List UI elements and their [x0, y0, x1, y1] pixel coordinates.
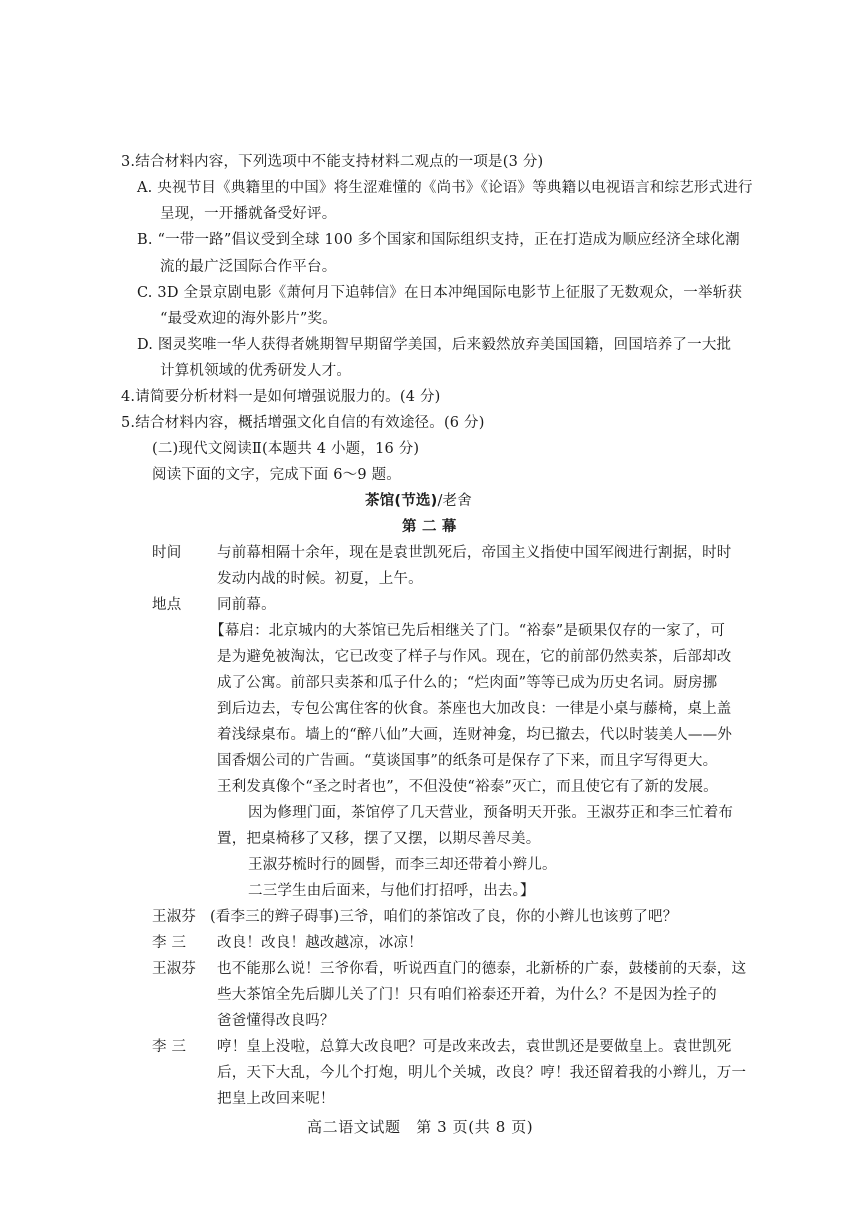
stage-line-4: 到后边去，专包公寓住客的伙食。茶座也大加改良：一律是小桌与藤椅，桌上盖 [217, 701, 732, 717]
stage-line-6: 国香烟公司的广告画。“莫谈国事”的纸条可是保存了下来，而且字写得更大。 [217, 753, 718, 769]
speaker-li-1: 李 三 [152, 935, 187, 951]
dialogue-3-line-2: 些大茶馆全先后脚儿关了门！只有咱们裕泰还开着，为什么？不是因为拴子的 [217, 987, 717, 1003]
time-label: 时间 [152, 545, 182, 561]
option-b-line-2: 流的最广泛国际合作平台。 [160, 259, 337, 275]
option-d-line-1: D. 图灵奖唯一华人获得者姚期智早期留学美国，后来毅然放弃美国国籍，回国培养了一大批 [137, 337, 732, 353]
act-heading: 第 二 幕 [402, 518, 457, 535]
stage-line-1: 【幕启：北京城内的大茶馆已先后相继关了门。“裕泰”是硕果仅存的一家了，可 [210, 623, 726, 639]
section-instruction: 阅读下面的文字，完成下面 6～9 题。 [152, 467, 401, 483]
stage-indent-line-2: 置，把桌椅移了又移，摆了又摆，以期尽善尽美。 [217, 831, 541, 847]
dialogue-3-line-3: 爸爸懂得改良吗？ [217, 1013, 335, 1029]
stage-line-a: 王淑芬梳时行的圆髻，而李三却还带着小辫儿。 [248, 857, 557, 873]
stage-line-b: 二三学生由后面来，与他们打招呼，出去。】 [248, 883, 535, 899]
dialogue-4-line-3: 把皇上改回来呢！ [217, 1091, 335, 1107]
option-b-line-1: B. “一带一路”倡议受到全球 100 多个国家和国际组织支持，正在打造成为顺应经济全球化潮 [137, 232, 740, 248]
stage-line-3: 成了公寓。前部只卖茶和瓜子什么的；“烂肉面”等等已成为历史名词。厨房挪 [217, 675, 718, 691]
stage-line-5: 着浅绿桌布。墙上的“醉八仙”大画，连财神龛，均已撤去，代以时装美人——外 [217, 727, 733, 743]
stage-line-7: 王利发真像个“圣之时者也”，不但没使“裕泰”灭亡，而且使它有了新的发展。 [217, 779, 718, 795]
dialogue-4-line-1: 哼！皇上没啦，总算大改良吧？可是改来改去，袁世凯还是要做皇上。袁世凯死 [217, 1039, 732, 1055]
article-author: /老舍 [437, 493, 472, 509]
article-title-row [365, 494, 472, 509]
option-c-line-2: “最受欢迎的海外影片”奖。 [160, 311, 337, 327]
option-a-line-1: A. 央视节目《典籍里的中国》将生涩难懂的《尚书》《论语》等典籍以电视语言和综艺形式进行 [137, 180, 753, 196]
option-a-line-2: 呈现，一开播就备受好评。 [160, 206, 337, 222]
stage-indent-line-1: 因为修理门面，茶馆停了几天营业，预备明天开张。王淑芬正和李三忙着布 [248, 805, 734, 821]
speaker-wang-2: 王淑芬 [152, 961, 197, 977]
dialogue-2-line-1: 改良！改良！越改越凉，冰凉！ [217, 935, 423, 951]
place-text: 同前幕。 [217, 597, 276, 613]
section-heading: (二)现代文阅读Ⅱ(本题共 4 小题，16 分) [152, 441, 420, 457]
place-label: 地点 [152, 597, 182, 613]
option-d-line-2: 计算机领域的优秀研发人才。 [160, 363, 352, 379]
dialogue-4-line-2: 后，天下大乱，今儿个打炮，明儿个关城，改良？哼！我还留着我的小辫儿，万一 [217, 1065, 747, 1081]
page-footer: 高二语文试题 第 3 页(共 8 页) [307, 1118, 534, 1136]
article-title: 茶馆(节选) [365, 493, 438, 509]
dialogue-1-line-1: (看李三的辫子碍事)三爷，咱们的茶馆改了良，你的小辫儿也该剪了吧？ [210, 909, 678, 925]
time-text-line-2: 发动内战的时候。初夏，上午。 [217, 571, 423, 587]
stage-line-2: 是为避免被淘汰，它已改变了样子与作风。现在，它的前部仍然卖茶，后部却改 [217, 649, 732, 665]
question-5: 5.结合材料内容，概括增强文化自信的有效途径。(6 分) [121, 415, 485, 431]
speaker-li-2: 李 三 [152, 1039, 187, 1055]
option-c-line-1: C. 3D 全景京剧电影《萧何月下追韩信》在日本冲绳国际电影节上征服了无数观众，一举斩获 [137, 285, 743, 301]
question-4: 4.请简要分析材料一是如何增强说服力的。(4 分) [121, 389, 441, 405]
question-3: 3.结合材料内容，下列选项中不能支持材料二观点的一项是(3 分) [121, 154, 544, 170]
time-text-line-1: 与前幕相隔十余年，现在是袁世凯死后，帝国主义指使中国军阀进行割据，时时 [217, 545, 732, 561]
dialogue-3-line-1: 也不能那么说！三爷你看，听说西直门的德泰，北新桥的广泰，鼓楼前的天泰，这 [217, 961, 747, 977]
speaker-wang-1: 王淑芬 [152, 909, 197, 925]
